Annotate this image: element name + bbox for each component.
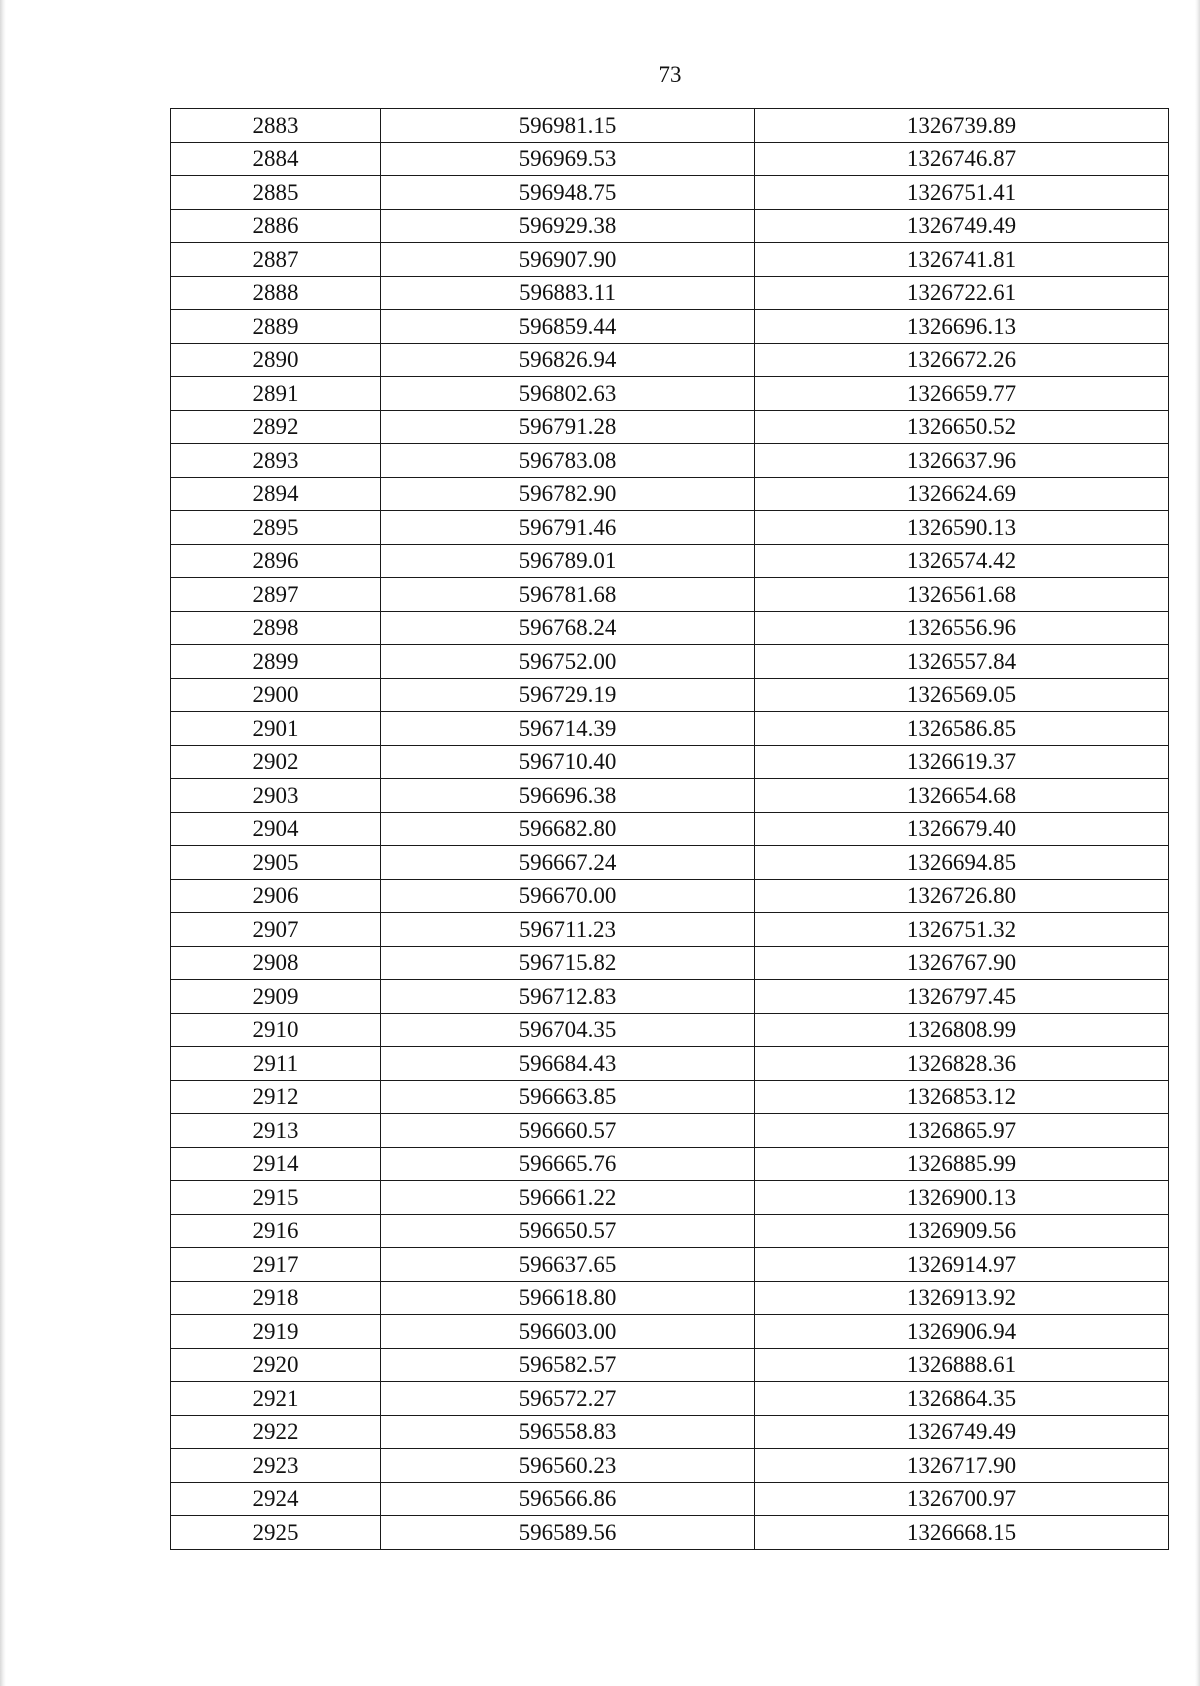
point-number-cell: 2904	[171, 812, 381, 846]
table-row	[171, 377, 1169, 411]
table-row	[171, 310, 1169, 344]
y-coordinate-cell: 1326906.94	[755, 1315, 1169, 1349]
table-row	[171, 243, 1169, 277]
x-coordinate-cell: 596782.90	[381, 477, 755, 511]
x-coordinate-cell: 596670.00	[381, 879, 755, 913]
x-coordinate-cell: 596712.83	[381, 980, 755, 1014]
table-row	[171, 1382, 1169, 1416]
table-row	[171, 511, 1169, 545]
y-coordinate-cell: 1326668.15	[755, 1516, 1169, 1550]
point-number-cell: 2889	[171, 310, 381, 344]
point-number-cell: 2907	[171, 913, 381, 947]
x-coordinate-cell: 596802.63	[381, 377, 755, 411]
table-row	[171, 1415, 1169, 1449]
y-coordinate-cell: 1326914.97	[755, 1248, 1169, 1282]
point-number-cell: 2911	[171, 1047, 381, 1081]
table-row	[171, 276, 1169, 310]
table-row	[171, 946, 1169, 980]
point-number-cell: 2887	[171, 243, 381, 277]
table-row	[171, 578, 1169, 612]
y-coordinate-cell: 1326557.84	[755, 645, 1169, 679]
point-number-cell: 2908	[171, 946, 381, 980]
y-coordinate-cell: 1326865.97	[755, 1114, 1169, 1148]
y-coordinate-cell: 1326797.45	[755, 980, 1169, 1014]
table-row	[171, 1080, 1169, 1114]
table-row	[171, 343, 1169, 377]
table-row	[171, 109, 1169, 143]
x-coordinate-cell: 596791.46	[381, 511, 755, 545]
table-row	[171, 678, 1169, 712]
x-coordinate-cell: 596660.57	[381, 1114, 755, 1148]
table-row	[171, 980, 1169, 1014]
y-coordinate-cell: 1326574.42	[755, 544, 1169, 578]
point-number-cell: 2920	[171, 1348, 381, 1382]
point-number-cell: 2884	[171, 142, 381, 176]
y-coordinate-cell: 1326590.13	[755, 511, 1169, 545]
point-number-cell: 2898	[171, 611, 381, 645]
y-coordinate-cell: 1326739.89	[755, 109, 1169, 143]
x-coordinate-cell: 596618.80	[381, 1281, 755, 1315]
x-coordinate-cell: 596566.86	[381, 1482, 755, 1516]
coordinate-table	[170, 108, 1169, 1550]
x-coordinate-cell: 596582.57	[381, 1348, 755, 1382]
table-row	[171, 176, 1169, 210]
y-coordinate-cell: 1326586.85	[755, 712, 1169, 746]
y-coordinate-cell: 1326909.56	[755, 1214, 1169, 1248]
y-coordinate-cell: 1326619.37	[755, 745, 1169, 779]
point-number-cell: 2897	[171, 578, 381, 612]
x-coordinate-cell: 596981.15	[381, 109, 755, 143]
point-number-cell: 2922	[171, 1415, 381, 1449]
table-row	[171, 913, 1169, 947]
table-row	[171, 1147, 1169, 1181]
x-coordinate-cell: 596650.57	[381, 1214, 755, 1248]
y-coordinate-cell: 1326885.99	[755, 1147, 1169, 1181]
y-coordinate-cell: 1326828.36	[755, 1047, 1169, 1081]
point-number-cell: 2925	[171, 1516, 381, 1550]
table-row	[171, 1315, 1169, 1349]
x-coordinate-cell: 596710.40	[381, 745, 755, 779]
x-coordinate-cell: 596711.23	[381, 913, 755, 947]
x-coordinate-cell: 596560.23	[381, 1449, 755, 1483]
point-number-cell: 2901	[171, 712, 381, 746]
x-coordinate-cell: 596883.11	[381, 276, 755, 310]
table-row	[171, 1348, 1169, 1382]
x-coordinate-cell: 596789.01	[381, 544, 755, 578]
x-coordinate-cell: 596781.68	[381, 578, 755, 612]
table-row	[171, 1214, 1169, 1248]
point-number-cell: 2885	[171, 176, 381, 210]
x-coordinate-cell: 596603.00	[381, 1315, 755, 1349]
y-coordinate-cell: 1326749.49	[755, 1415, 1169, 1449]
page-number: 73	[658, 62, 682, 87]
table-row	[171, 745, 1169, 779]
x-coordinate-cell: 596684.43	[381, 1047, 755, 1081]
table-row	[171, 846, 1169, 880]
y-coordinate-cell: 1326659.77	[755, 377, 1169, 411]
table-row	[171, 142, 1169, 176]
table-row	[171, 779, 1169, 813]
table-row	[171, 879, 1169, 913]
x-coordinate-cell: 596589.56	[381, 1516, 755, 1550]
x-coordinate-cell: 596714.39	[381, 712, 755, 746]
point-number-cell: 2913	[171, 1114, 381, 1148]
point-number-cell: 2918	[171, 1281, 381, 1315]
point-number-cell: 2917	[171, 1248, 381, 1282]
point-number-cell: 2888	[171, 276, 381, 310]
point-number-cell: 2921	[171, 1382, 381, 1416]
table-row	[171, 1047, 1169, 1081]
y-coordinate-cell: 1326672.26	[755, 343, 1169, 377]
x-coordinate-cell: 596667.24	[381, 846, 755, 880]
y-coordinate-cell: 1326808.99	[755, 1013, 1169, 1047]
point-number-cell: 2924	[171, 1482, 381, 1516]
point-number-cell: 2912	[171, 1080, 381, 1114]
table-row	[171, 611, 1169, 645]
point-number-cell: 2894	[171, 477, 381, 511]
x-coordinate-cell: 596791.28	[381, 410, 755, 444]
point-number-cell: 2896	[171, 544, 381, 578]
table-row	[171, 477, 1169, 511]
y-coordinate-cell: 1326888.61	[755, 1348, 1169, 1382]
y-coordinate-cell: 1326853.12	[755, 1080, 1169, 1114]
y-coordinate-cell: 1326751.32	[755, 913, 1169, 947]
y-coordinate-cell: 1326717.90	[755, 1449, 1169, 1483]
table-row	[171, 444, 1169, 478]
y-coordinate-cell: 1326624.69	[755, 477, 1169, 511]
y-coordinate-cell: 1326650.52	[755, 410, 1169, 444]
y-coordinate-cell: 1326749.49	[755, 209, 1169, 243]
point-number-cell: 2892	[171, 410, 381, 444]
table-row	[171, 812, 1169, 846]
scan-edge-right	[1195, 0, 1200, 1686]
table-row	[171, 1516, 1169, 1550]
table-row	[171, 1114, 1169, 1148]
x-coordinate-cell: 596929.38	[381, 209, 755, 243]
point-number-cell: 2906	[171, 879, 381, 913]
x-coordinate-cell: 596572.27	[381, 1382, 755, 1416]
point-number-cell: 2890	[171, 343, 381, 377]
y-coordinate-cell: 1326637.96	[755, 444, 1169, 478]
x-coordinate-cell: 596637.65	[381, 1248, 755, 1282]
x-coordinate-cell: 596661.22	[381, 1181, 755, 1215]
table-row	[171, 1013, 1169, 1047]
y-coordinate-cell: 1326864.35	[755, 1382, 1169, 1416]
point-number-cell: 2905	[171, 846, 381, 880]
table-row	[171, 1449, 1169, 1483]
point-number-cell: 2919	[171, 1315, 381, 1349]
y-coordinate-cell: 1326654.68	[755, 779, 1169, 813]
y-coordinate-cell: 1326726.80	[755, 879, 1169, 913]
y-coordinate-cell: 1326700.97	[755, 1482, 1169, 1516]
point-number-cell: 2902	[171, 745, 381, 779]
point-number-cell: 2900	[171, 678, 381, 712]
point-number-cell: 2891	[171, 377, 381, 411]
x-coordinate-cell: 596783.08	[381, 444, 755, 478]
y-coordinate-cell: 1326913.92	[755, 1281, 1169, 1315]
x-coordinate-cell: 596663.85	[381, 1080, 755, 1114]
point-number-cell: 2923	[171, 1449, 381, 1483]
table-row	[171, 1248, 1169, 1282]
point-number-cell: 2916	[171, 1214, 381, 1248]
table-row	[171, 1482, 1169, 1516]
point-number-cell: 2899	[171, 645, 381, 679]
x-coordinate-cell: 596715.82	[381, 946, 755, 980]
point-number-cell: 2895	[171, 511, 381, 545]
x-coordinate-cell: 596729.19	[381, 678, 755, 712]
table-row	[171, 209, 1169, 243]
point-number-cell: 2886	[171, 209, 381, 243]
y-coordinate-cell: 1326767.90	[755, 946, 1169, 980]
scan-edge-left	[0, 0, 6, 1686]
point-number-cell: 2903	[171, 779, 381, 813]
point-number-cell: 2910	[171, 1013, 381, 1047]
x-coordinate-cell: 596826.94	[381, 343, 755, 377]
y-coordinate-cell: 1326694.85	[755, 846, 1169, 880]
x-coordinate-cell: 596696.38	[381, 779, 755, 813]
point-number-cell: 2909	[171, 980, 381, 1014]
table-row	[171, 1281, 1169, 1315]
point-number-cell: 2914	[171, 1147, 381, 1181]
x-coordinate-cell: 596704.35	[381, 1013, 755, 1047]
x-coordinate-cell: 596752.00	[381, 645, 755, 679]
y-coordinate-cell: 1326722.61	[755, 276, 1169, 310]
x-coordinate-cell: 596969.53	[381, 142, 755, 176]
x-coordinate-cell: 596682.80	[381, 812, 755, 846]
table-row	[171, 645, 1169, 679]
point-number-cell: 2893	[171, 444, 381, 478]
y-coordinate-cell: 1326679.40	[755, 812, 1169, 846]
y-coordinate-cell: 1326741.81	[755, 243, 1169, 277]
y-coordinate-cell: 1326746.87	[755, 142, 1169, 176]
y-coordinate-cell: 1326751.41	[755, 176, 1169, 210]
x-coordinate-cell: 596907.90	[381, 243, 755, 277]
table-row	[171, 544, 1169, 578]
x-coordinate-cell: 596948.75	[381, 176, 755, 210]
y-coordinate-cell: 1326556.96	[755, 611, 1169, 645]
y-coordinate-cell: 1326569.05	[755, 678, 1169, 712]
y-coordinate-cell: 1326561.68	[755, 578, 1169, 612]
y-coordinate-cell: 1326900.13	[755, 1181, 1169, 1215]
table-row	[171, 1181, 1169, 1215]
point-number-cell: 2883	[171, 109, 381, 143]
table-row	[171, 410, 1169, 444]
x-coordinate-cell: 596859.44	[381, 310, 755, 344]
x-coordinate-cell: 596665.76	[381, 1147, 755, 1181]
point-number-cell: 2915	[171, 1181, 381, 1215]
table-row	[171, 712, 1169, 746]
x-coordinate-cell: 596768.24	[381, 611, 755, 645]
y-coordinate-cell: 1326696.13	[755, 310, 1169, 344]
x-coordinate-cell: 596558.83	[381, 1415, 755, 1449]
coordinate-table-body	[171, 109, 1169, 1550]
